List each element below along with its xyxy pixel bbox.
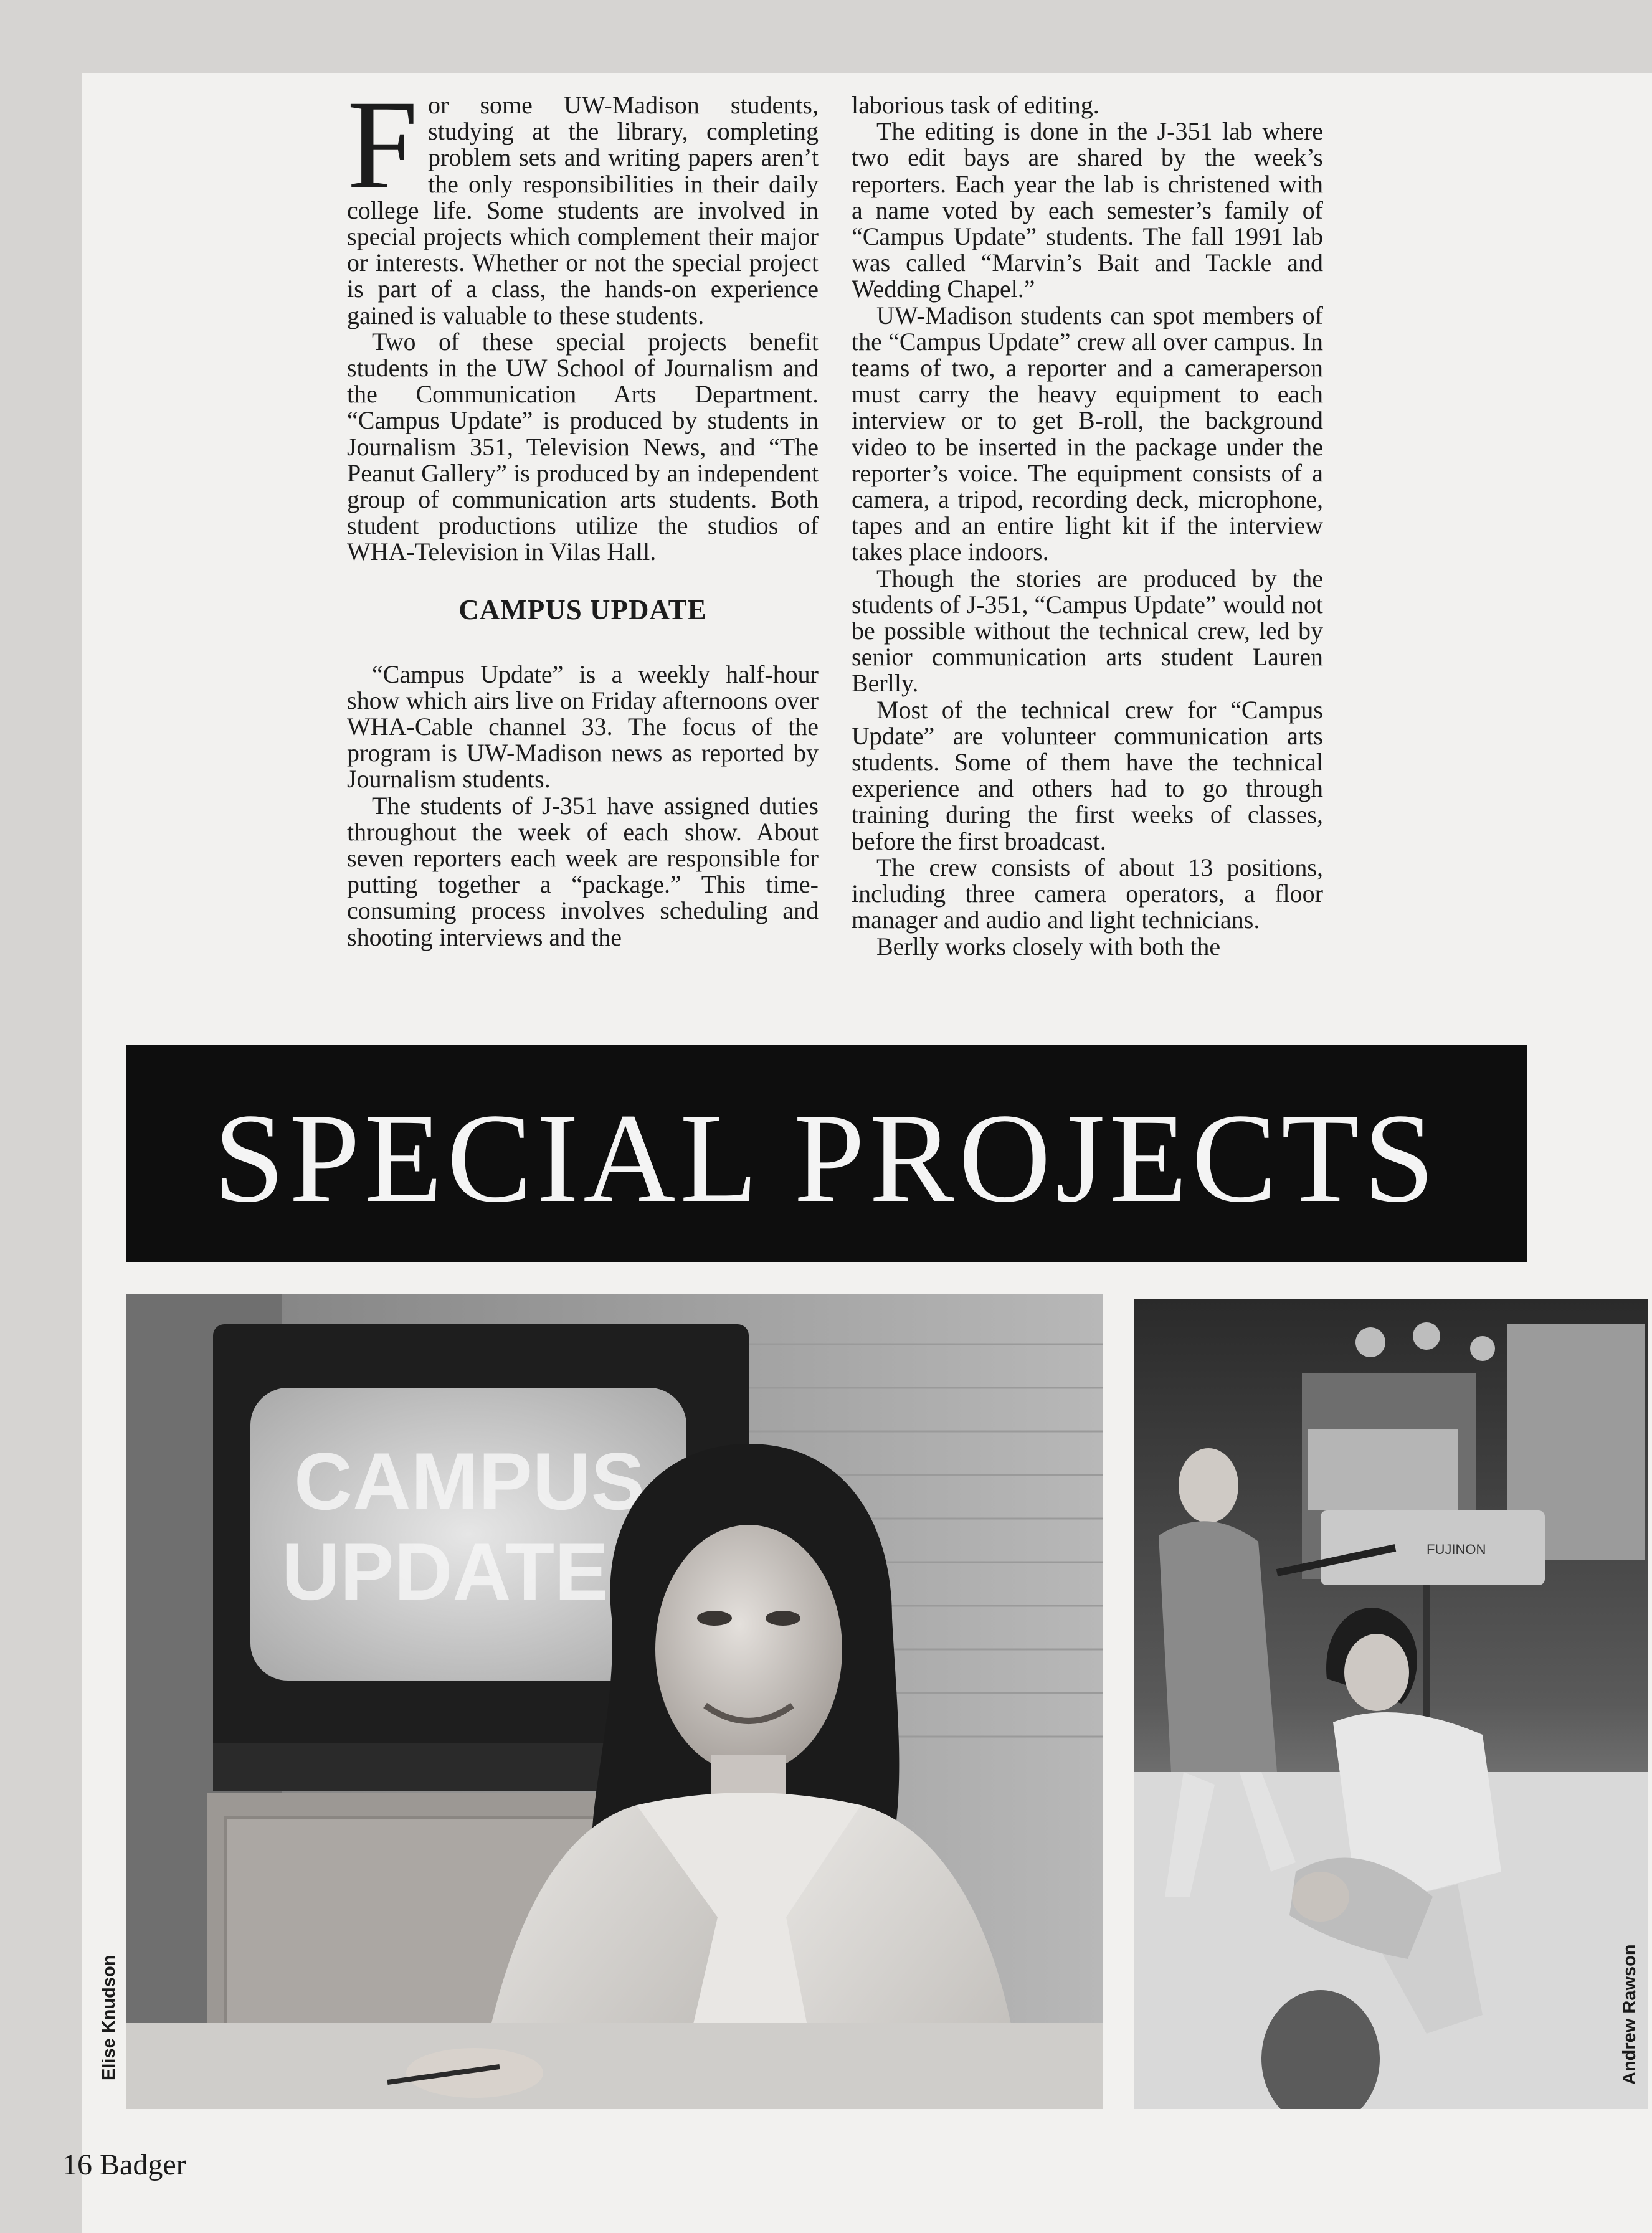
- anchor-photo: [126, 1294, 1103, 2109]
- body-paragraph: Though the stories are produced by the students of J-351, “Campus Update” would not be possible without the technical crew, led by senior communication arts student Lauren Berlly.: [852, 564, 1323, 698]
- section-banner: [126, 1045, 1527, 1262]
- body-paragraph: Berlly works closely with both the: [876, 932, 1221, 960]
- body-paragraph: Most of the technical crew for “Campus Update” are volunteer communication arts students. Some of them have the technical experience and others had to go through training during the first weeks of classes, before the first broadcast.: [852, 695, 1323, 855]
- banner-title: SPECIAL PROJECTS: [214, 1088, 1439, 1229]
- body-paragraph: The editing is done in the J-351 lab where two edit bays are shared by the week’s reporters. Each year the lab is christened with a name voted by each semester’s family of “Campus Update” students. The fall 1991 lab was called “Marvin’s Bait and Tackle and Wedding Chapel.”: [852, 117, 1323, 303]
- body-paragraph: The students of J-351 have assigned duties throughout the week of each show. About seven reporters each week are responsible for putting together a “package.” This time-consuming process involves scheduling and shooting interviews and the: [347, 791, 819, 951]
- anchor-photo-image: [126, 1294, 1103, 2109]
- photo-credit-right: Andrew Rawson: [1620, 1944, 1640, 2085]
- tv-screen-text-1: CAMPUS: [294, 1436, 645, 1527]
- camera-label: FUJINON: [1427, 1542, 1486, 1557]
- intro-text: or some UW-Madison students, studying at the library, completing problem sets and writing papers aren’t the only responsibilities in their daily college life. Some students are involved in special projects which complement their major or interests. Whether or not the special project is part of a class, the hands-on experience gained is valuable to these students.: [347, 91, 819, 329]
- article-right-column: [852, 92, 1323, 960]
- photo-credit-left: Elise Knudson: [99, 1955, 119, 2080]
- tv-screen-text-2: UPDATE: [282, 1526, 609, 1617]
- article-left-column: [347, 74, 819, 951]
- body-paragraph: UW-Madison students can spot members of the “Campus Update” crew all over campus. In teams of two, a reporter and a cameraperson must carry the heavy equipment to each interview or to get B-roll, the background video to be inserted in the package under the reporter’s voice. The equipment consists of a camera, a tripod, recording deck, microphone, tapes and an entire light kit if the interview takes place indoors.: [852, 301, 1323, 566]
- drop-cap: F: [347, 74, 419, 216]
- page-folio: 16 Badger: [62, 2148, 186, 2181]
- body-paragraph: “Campus Update” is a weekly half-hour show which airs live on Friday afternoons over WHA-Cable channel 33. The focus of the program is UW-Madison news as reported by Journalism students.: [347, 660, 819, 794]
- body-paragraph: The crew consists of about 13 positions, including three camera operators, a floor manager and audio and light technicians.: [852, 853, 1323, 934]
- studio-crew-photo: [1134, 1299, 1648, 2109]
- intro-paragraph: [347, 74, 819, 329]
- body-paragraph: Two of these special projects benefit students in the UW School of Journalism and the Communication Arts Department. “Campus Update” is produced by students in Journalism 351, Television News, and “The Peanut Gallery” is produced by an independent group of communication arts students. Both student productions utilize the studios of WHA-Television in Vilas Hall.: [347, 327, 819, 566]
- continued-text: laborious task of editing.: [852, 91, 1099, 119]
- studio-crew-photo-image: [1134, 1299, 1648, 2109]
- section-subhead: CAMPUS UPDATE: [458, 594, 707, 625]
